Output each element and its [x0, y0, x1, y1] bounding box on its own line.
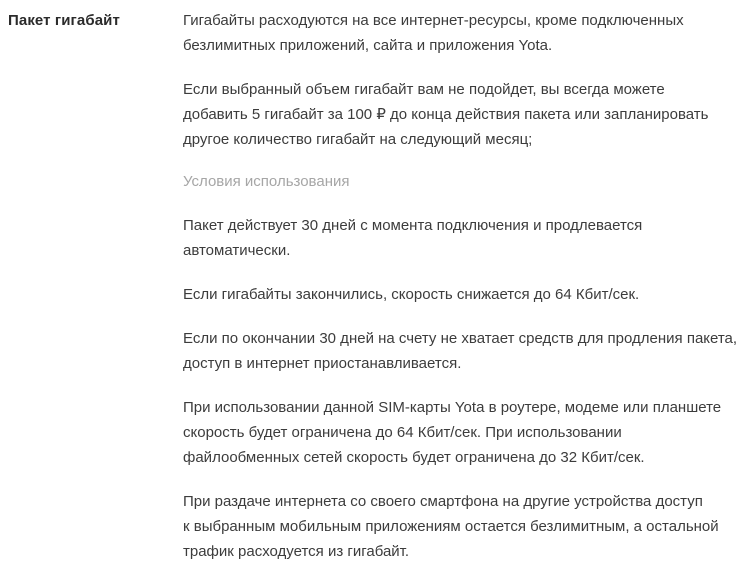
- paragraph-package-validity: [183, 213, 737, 263]
- text-line: доступ в интернет приостанавливается.: [183, 355, 462, 372]
- paragraph-sim-in-router: [183, 395, 737, 470]
- text-line: При использовании данной SIM-карты Yota в роутере, модеме или планшете: [183, 399, 722, 416]
- paragraph-add-gigabytes: [183, 77, 737, 152]
- section-content-column: [175, 0, 744, 583]
- text-line: к выбранным мобильным приложениям остается безлимитным, а остальной: [183, 518, 719, 535]
- paragraph-tethering: [183, 489, 737, 564]
- paragraph-speed-reduction: [183, 282, 737, 307]
- text-line: файлообменных сетей скорость будет ограничена до 32 Кбит/сек.: [183, 449, 645, 466]
- text-line: Пакет действует 30 дней с момента подключения и продлевается: [183, 217, 643, 234]
- text-line: Если выбранный объем гигабайт вам не подойдет, вы всегда можете: [183, 81, 665, 98]
- text-line: добавить 5 гигабайт за 100 ₽ до конца действия пакета или запланировать: [183, 106, 709, 123]
- text-line: При раздаче интернета со своего смартфона на другие устройства доступ: [183, 493, 703, 510]
- text-line: трафик расходуется из гигабайт.: [183, 543, 410, 560]
- text-line: Если гигабайты закончились, скорость снижается до 64 Кбит/сек.: [183, 286, 640, 303]
- paragraph-gigabytes-usage: [183, 8, 737, 58]
- section-label-column: [0, 0, 175, 32]
- text-line: скорость будет ограничена до 64 Кбит/сек. При использовании: [183, 424, 622, 441]
- text-line: Если по окончании 30 дней на счету не хватает средств для продления пакета,: [183, 330, 738, 347]
- text-line: безлимитных приложений, сайта и приложения Yota.: [183, 37, 553, 54]
- text-line: автоматически.: [183, 242, 291, 259]
- text-line: Гигабайты расходуются на все интернет-ресурсы, кроме подключенных: [183, 12, 684, 29]
- text-line: другое количество гигабайт на следующий месяц;: [183, 131, 533, 148]
- terms-of-use-subheading: Условия использования: [183, 173, 350, 190]
- section-title: Пакет гигабайт: [8, 12, 120, 29]
- paragraph-insufficient-funds: [183, 326, 737, 376]
